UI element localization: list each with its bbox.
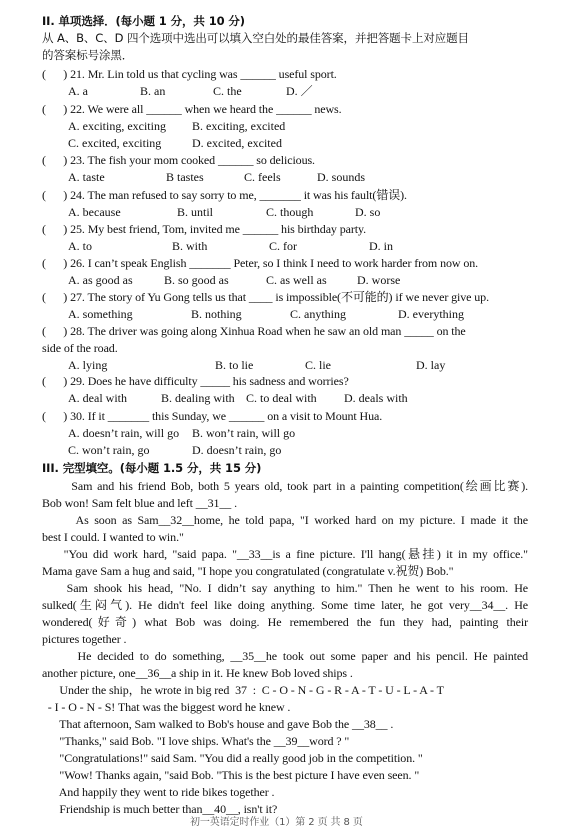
page-footer: 初一英语定时作业（1）第 2 页 共 8 页 [190, 817, 363, 828]
passage-line: "You did work hard, "said papa. "__33__is a fine picture. I'll hang(悬挂) it in my office." [42, 547, 528, 561]
option: C. excited, exciting [68, 136, 162, 150]
option: B tastes [166, 170, 204, 184]
option: A. taste [68, 170, 105, 184]
question-stem: ( ) 26. I can’t speak English _______ Peter, so I think I need to work harder from now on. [42, 256, 479, 270]
question-stem: ( ) 30. If it _______ this Sunday, we ______ on a visit to Mount Hua. [42, 409, 383, 423]
question-stem-cont: side of the road. [42, 341, 118, 355]
passage-line: Sam shook his head, "No. I didn’t say anything to him." Then he went to his room. He [42, 581, 528, 595]
option: D. excited, excited [192, 136, 282, 150]
passage-line: And happily they went to ride bikes together . [42, 785, 275, 799]
option: C. lie [305, 358, 331, 372]
option: A. a [68, 84, 88, 98]
option: A. lying [68, 358, 108, 372]
option: B. so good as [164, 273, 229, 287]
option: A. something [68, 307, 133, 321]
option: C. won’t rain, go [68, 443, 150, 457]
passage-line: Bob won! Sam felt blue and left __31__ . [42, 496, 237, 510]
question-stem: ( ) 21. Mr. Lin told us that cycling was ______ useful sport. [42, 67, 337, 81]
option: A. doesn’t rain, will go [68, 426, 180, 440]
passage-line: wondered(好奇) what Bob was doing. He remembered the fun they had, painting their [42, 615, 528, 629]
option: D. ／ [286, 84, 313, 98]
option: B. dealing with [161, 391, 235, 405]
option: B. nothing [191, 307, 242, 321]
passage-line: He decided to do something, __35__he took out some paper and his pencil. He painted [42, 649, 528, 663]
option: A. as good as [68, 273, 133, 287]
option: D. deals with [344, 391, 408, 405]
option: C. anything [290, 307, 346, 321]
option: A. exciting, exciting [68, 119, 166, 133]
passage-line: Under the ship，he wrote in big red 37 : C - O - N - G - R - A - T - U - L - A - T [42, 683, 444, 697]
passage-line: best I could. I wanted to win." [42, 530, 184, 544]
option: C. to deal with [246, 391, 317, 405]
option: B. to lie [215, 358, 254, 372]
passage-line: "Wow! Thanks again, "said Bob. "This is the best picture I have even seen. " [42, 768, 420, 782]
option: B. with [172, 239, 208, 253]
option: B. exciting, excited [192, 119, 286, 133]
question-stem: ( ) 27. The story of Yu Gong tells us that ____ is impossible(不可能的) if we never give up. [42, 290, 489, 304]
passage-line: That afternoon, Sam walked to Bob's house and gave Bob the __38__ . [42, 717, 394, 731]
passage-line: "Thanks," said Bob. "I love ships. What's the __39__word ? " [42, 734, 350, 748]
passage-line: another picture, one__36__a ship in it. He knew Bob loved ships . [42, 666, 353, 680]
question-stem: ( ) 24. The man refused to say sorry to me, _______ it was his fault(错误). [42, 188, 407, 202]
passage-line: Mama gave Sam a hug and said, "I hope you congratulated (congratulate v.祝贺) Bob." [42, 564, 454, 578]
option: C. as well as [266, 273, 327, 287]
option: B. won’t rain, will go [192, 426, 296, 440]
option: B. an [140, 84, 166, 98]
passage-line: - I - O - N - S! That was the biggest word he knew . [42, 700, 291, 714]
question-stem: ( ) 22. We were all ______ when we heard the ______ news. [42, 102, 342, 116]
option: A. because [68, 205, 121, 219]
option: A. to [68, 239, 92, 253]
passage-line: sulked(生闷气). He didn't feel like doing anything. Some time later, he got very__34__. He [42, 598, 528, 612]
passage-line: As soon as Sam__32__home, he told papa, "I worked hard on my picture. I made it the [42, 513, 528, 527]
option: B. until [177, 205, 214, 219]
section-2-heading: II. 单项选择．(每小题 1 分，共 10 分) [42, 14, 245, 28]
passage-line: Friendship is much better than__40__, isn't it? [42, 802, 278, 816]
option: C. for [269, 239, 297, 253]
question-stem: ( ) 23. The fish your mom cooked ______ so delicious. [42, 153, 315, 167]
option: C. though [266, 205, 314, 219]
option: A. deal with [68, 391, 127, 405]
option: D. lay [416, 358, 446, 372]
section-3-heading: III. 完型填空。(每小题 1.5 分，共 15 分) [42, 461, 262, 475]
question-stem: ( ) 28. The driver was going along Xinhua Road when he saw an old man _____ on the [42, 324, 466, 338]
passage-line: Sam and his friend Bob, both 5 years old, took part in a painting competition(绘画比赛). [42, 479, 529, 493]
option: C. feels [244, 170, 281, 184]
section-2-instructions-cont: 的答案标号涂黑． [42, 48, 134, 62]
option: D. everything [398, 307, 464, 321]
question-stem: ( ) 29. Does he have difficulty _____ his sadness and worries? [42, 374, 349, 388]
passage-line: pictures together . [42, 632, 127, 646]
option: C. the [213, 84, 242, 98]
option: D. in [369, 239, 393, 253]
question-stem: ( ) 25. My best friend, Tom, invited me ______ his birthday party. [42, 222, 367, 236]
option: D. doesn’t rain, go [192, 443, 282, 457]
option: D. so [355, 205, 381, 219]
option: D. worse [357, 273, 401, 287]
section-2-instructions: 从 A、B、C、D 四个选项中选出可以填入空白处的最佳答案，并把答题卡上对应题目 [42, 31, 469, 45]
passage-line: "Congratulations!" said Sam. "You did a really good job in the competition. " [42, 751, 423, 765]
option: D. sounds [317, 170, 366, 184]
